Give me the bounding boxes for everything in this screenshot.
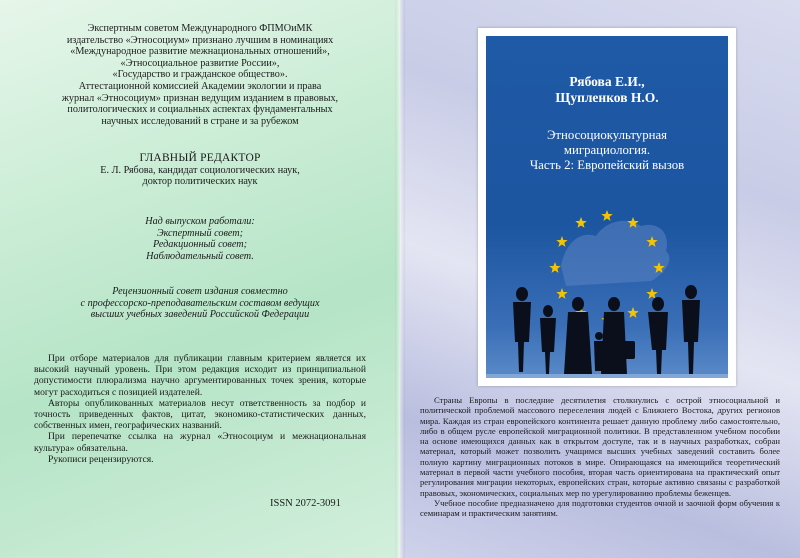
people-silhouettes	[513, 285, 700, 374]
expert-council-text	[30, 23, 370, 127]
paragraph: Учебное пособие предназначено для подготовки студентов очной и заочной форм обучения к семинарам и практическим занятиям.	[420, 497, 780, 519]
star-icon	[556, 236, 567, 247]
title-line: Этносоциокультурная	[546, 128, 668, 142]
star-icon	[601, 210, 612, 221]
text-line: высших учебных заведений Российской Федерации	[90, 309, 310, 321]
publication-policy	[34, 353, 366, 465]
text-line: «Этносоциальное развитие России»,	[120, 57, 280, 69]
book-description	[420, 395, 780, 519]
star-icon	[556, 288, 567, 299]
text-line: Наблюдательный совет.	[146, 250, 254, 262]
text-line: Рецензионный совет издания совместно	[112, 286, 288, 297]
paragraph: Страны Европы в последние десятилетия столкнулись с острой этносоциальной и политической проблемой массового переселения людей с Ближнего Востока, других регионов мира. Каждая из стран европейского континента решает данную проблему либо самостоятельно, либо в общем русле европейской миграционной политики. В представленном учебном пособии на основе имеющихся данных как в открытом доступе, так и в научных разработках, собран материал, который может позволить учащимся высших учебных заведений составить более полную картину миграционных потоков в мире. Опирающаяся на имеющийся теоретический материал в первой части учебного пособия, вторая часть ориентирована на практический опыт регулирования миграции некоторых, европейских стран, которые активно связаны с разработкой правовых, экономических, социальных мер по урегулированию проблемы беженцев.	[420, 395, 780, 498]
text-line: Экспертным советом Международного ФПМОиМК	[87, 23, 313, 34]
title-line: Часть 2: Европейский вызов	[529, 158, 685, 172]
text-line: «Государство и гражданское общество».	[112, 69, 288, 81]
text-line: журнал «Этносоциум» признан ведущим изданием в правовых,	[61, 92, 339, 104]
text-line: Экспертный совет;	[156, 227, 243, 239]
star-icon	[549, 262, 560, 273]
chief-editor	[30, 153, 370, 188]
paragraph: Рукописи рецензируются.	[48, 453, 154, 465]
text-line: научных исследований в стране и за рубежом	[101, 115, 299, 127]
text-line: доктор политических наук	[142, 176, 258, 188]
text-line: политологических и социальных аспектах фундаментальных	[67, 104, 333, 116]
cover-title	[486, 128, 728, 173]
cover-authors	[486, 74, 728, 106]
spine	[395, 0, 405, 558]
paragraph: Авторы опубликованных материалов несут ответственность за подбор и точность приведенных фактов, цитат, экономико-статистических данных, собственных имен, географических названий.	[34, 397, 366, 432]
text-line: Е. Л. Рябова, кандидат социологических наук,	[100, 164, 300, 176]
text-line: издательство «Этносоциум» признано лучшим в номинациях	[66, 34, 334, 46]
star-icon	[627, 307, 638, 318]
chief-editor-heading: ГЛАВНЫЙ РЕДАКТОР	[139, 152, 261, 164]
text-line: Редакционный совет;	[153, 239, 247, 251]
issn-number: ISSN 2072-3091	[270, 498, 341, 509]
author-name: Рябова Е.И.,	[569, 74, 645, 89]
text-line: с профессорско-преподавательским составом ведущих	[80, 297, 320, 309]
cover-art	[486, 36, 728, 378]
text-line: «Международное развитие межнациональных отношений»,	[70, 46, 330, 58]
star-icon	[646, 288, 657, 299]
paragraph: При перепечатке ссылка на журнал «Этносоциум и межнациональная культура» обязательна.	[34, 431, 366, 454]
worked-on-issue	[30, 216, 370, 262]
text-line: Над выпуском работали:	[145, 216, 255, 227]
title-line: миграциология.	[563, 143, 651, 157]
text-line: Аттестационной комиссией Академии экологии и права	[78, 80, 322, 92]
paragraph: При отборе материалов для публикации главным критерием является их высокий научный уровень. При этом редакция исходит из принципиальной допустимости плюрализма научно аргументированных точек зрения, которые могут расходиться с позицией издателей.	[34, 353, 366, 398]
book-cover	[478, 28, 736, 386]
star-icon	[575, 217, 586, 228]
author-name: Щупленков Н.О.	[555, 90, 659, 105]
review-council	[30, 286, 370, 321]
